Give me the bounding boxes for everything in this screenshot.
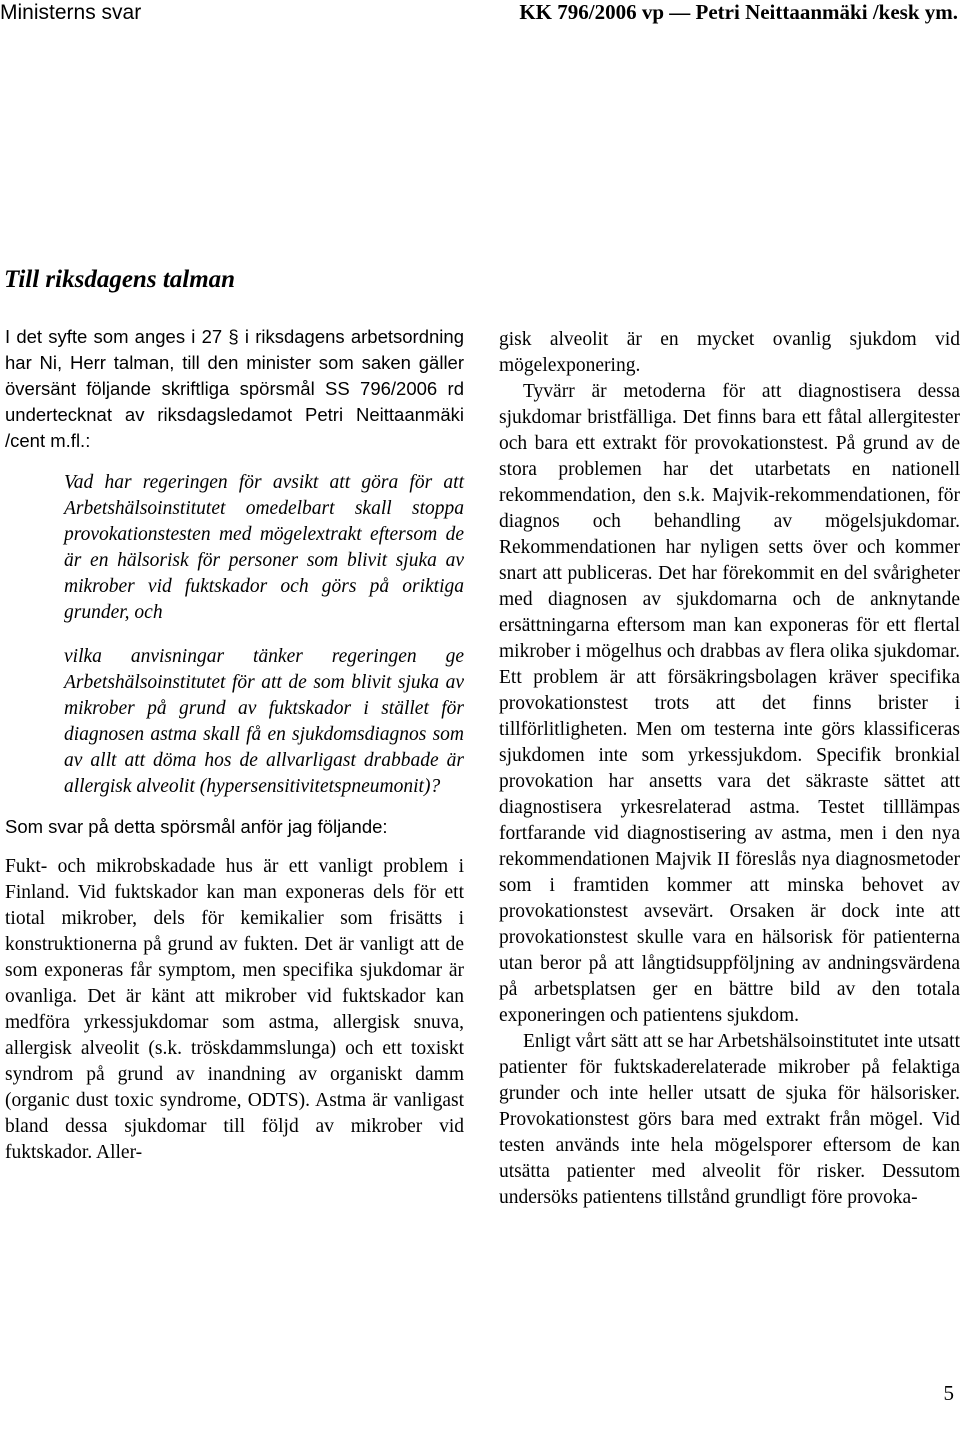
question-2: vilka anvisningar tänker regeringen ge Arbetshälsoinstitutet för att de som blivit sjuka av mikrober på grund av fuktskador i stället för diagnosen astma skall få en sjukdomsdiagnos som av allt att döma hos de allvarligast drabbade är allergisk alveolit (hypersensitivitetspneumonit)? <box>64 646 464 797</box>
left-body-paragraph: Fukt- och mikrobskadade hus är ett vanligt problem i Finland. Vid fuktskador kan man exponeras dels för ett tiotal mikrober, dels för kemikalier som frisätts i konstruktionerna på grund av fukten. Det är vanligt att de som exponeras får symptom, men specifika sjukdomar är ovanliga. Det är känt att mikrober vid fuktskador kan medföra yrkessjukdomar som astma, allergisk snuva, allergisk alveolit (s.k. tröskdammslunga) och ett toxiskt syndrom på grund av inandning av organiskt damm (organic dust toxic syndrome, ODTS). Astma är vanligast bland dessa sjukdomar till följd av mikrober vid fuktskador. Aller- <box>5 856 464 1163</box>
right-paragraph-2: Tyvärr är metoderna för att diagnostisera dessa sjukdomar bristfälliga. Det finns bara ett fåtal allergitester och bara ett extrakt för provokationstest. På grund av de stora problemen har det utarbetats en nationell rekommendation, den s.k. Majvik-rekommendationen, för diagnos och behandling av mögelsjukdomar. Rekommendationen har nyligen setts över och kommer snart att publiceras. Det har förekommit en del svårigheter med diagnosen av sjukdomarna och de anknytande ersättningarna eftersom man kan exponeras för ett flertal mikrober i mögelhus och drabbas av flera olika sjukdomar. Ett problem är att försäkringsbolagen kräver specifika provokationstest trots att det finns brister i tillförlitligheten. Men om testerna inte görs klassificeras sjukdomen inte som yrkessjukdom. Specifik bronkial provokation har ansetts vara det säkraste sättet att diagnostisera yrkesrelaterad astma. Testet tilllämpas fortfarande vid diagnostisering av astma, men i den nya rekommendationen Majvik II föreslås nya diagnosmetoder som i framtiden kommer att minska behovet av provokationstest avsevärt. Orsaken är dock inte att provokationstest skulle vara en hälsorisk för patienterna utan beror på att långtidsuppföljning av andningsvärdena på arbetsplatsen ger en bättre bild av den totala exponeringen och patientens sjukdom. <box>499 381 960 1026</box>
running-header-right: KK 796/2006 vp — Petri Neittaanmäki /kesk ym. <box>519 0 958 24</box>
page-number: 5 <box>943 1381 954 1405</box>
running-header-left: Ministerns svar <box>0 1 142 24</box>
right-paragraph-1: gisk alveolit är en mycket ovanlig sjukdom vid mögelexponering. <box>499 329 960 376</box>
left-column <box>5 324 464 1166</box>
page-title: Till riksdagens talman <box>4 266 236 293</box>
answer-intro: Som svar på detta spörsmål anför jag följande: <box>5 816 388 837</box>
question-1: Vad har regeringen för avsikt att göra för att Arbetshälsoinstitutet omedelbart skall stoppa provokationstesten med mögelextrakt eftersom de är en hälsorisk för personer som blivit sjuka av mikrober vid fuktskador och görs på oriktiga grunder, och <box>64 472 464 623</box>
right-paragraph-3: Enligt vårt sätt att se har Arbetshälsoinstitutet inte utsatt patienter för fuktskaderelaterade mikrober på felaktiga grunder och inte heller utsatt de sjuka för hälsorisker. Provokationstest görs bara med extrakt från mögel. Vid testen används inte hela mögelsporer eftersom de kan utsätta patienter med alveolit för risker. Dessutom undersöks patientens tillstånd grundligt före provoka- <box>499 1031 960 1208</box>
right-column <box>499 327 960 1211</box>
intro-paragraph: I det syfte som anges i 27 § i riksdagens arbetsordning har Ni, Herr talman, till den minister som saken gäller översänt följande skriftliga spörsmål SS 796/2006 rd undertecknat av riksdagsledamot Petri Neittaanmäki /cent m.fl.: <box>5 326 464 451</box>
